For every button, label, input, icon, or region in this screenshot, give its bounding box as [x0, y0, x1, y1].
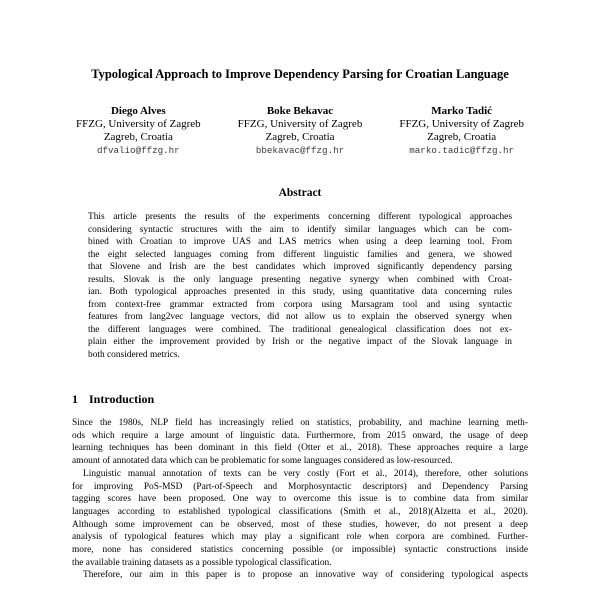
body-line: more, none has considered statistics concerning possible (or impossible) syntactic constructions inside: [72, 545, 528, 556]
abstract-line: results. Slovak is the only language presenting negative synergy when combined with Croat-: [88, 274, 512, 285]
body-line: ods which require a large amount of linguistic data. Furthermore, from 2015 onward, the usage of deep: [72, 430, 528, 441]
paper-title: Typological Approach to Improve Dependency Parsing for Croatian Language: [91, 67, 509, 81]
author-email: dfvalio@ffzg.hr: [96, 145, 180, 156]
introduction-text: [72, 417, 528, 582]
author-affiliation: Zagreb, Croatia: [103, 131, 173, 143]
author-block: [76, 105, 524, 158]
abstract-line: from context-free grammar extracted from corpora using Marsagram tool and using syntactic: [88, 299, 512, 310]
abstract-line: that Slovene and Irish are the best candidates which improved significantly dependency parsing: [88, 262, 512, 272]
author-affiliation: FFZG, University of Zagreb: [76, 118, 201, 130]
abstract-line: considering syntactic structures with the aim to identify similar languages which can be com-: [88, 224, 512, 235]
body-line: Therefore, our aim in this paper is to propose an innovative way of considering typological aspects: [83, 570, 528, 581]
abstract-line: features from lang2vec language vectors, did not allow us to explain the observed synergy when: [88, 312, 512, 322]
author-2: [238, 105, 363, 158]
section-number: 1: [72, 392, 78, 406]
abstract-line: This article presents the results of the experiments concerning different typological approaches: [88, 212, 512, 222]
body-line: for improving PoS-MSD (Part-of-Speech and Morphosyntactic descriptors) and Dependency Parsing: [72, 481, 528, 492]
author-name: Marko Tadić: [431, 105, 493, 117]
author-1: [76, 105, 201, 158]
abstract-line: the different languages were combined. The traditional genealogical classification does not ex-: [88, 324, 512, 335]
body-line: Although some improvement can be observed, most of these studies, however, do not present a deep: [72, 519, 528, 530]
abstract-line: both considered metrics.: [88, 349, 180, 360]
body-line: tagging scores have been proposed. One way to overcome this issue is to combine data from similar: [72, 494, 528, 505]
body-line: the available training datasets as a possible typological classification.: [72, 557, 332, 568]
body-line: Linguistic manual annotation of texts can be very costly (Fort et al., 2014), therefore, other solutions: [83, 468, 528, 479]
author-affiliation: Zagreb, Croatia: [427, 131, 497, 143]
abstract-line: plain either the improvement provided by Irish or the negative impact of the Slovak language in: [88, 337, 512, 347]
abstract-line: ian. Both typological approaches presented in this study, using quantitative data concerning rules: [88, 287, 512, 297]
abstract-line: bined with Croatian to improve UAS and LAS metrics when using a deep learning tool. From: [88, 237, 512, 247]
body-line: amount of annotated data which can be problematic for some languages considered as low-resourced.: [72, 456, 453, 467]
abstract-line: the eight selected languages coming from different linguistic families and genera, we showed: [88, 249, 512, 260]
author-name: Diego Alves: [110, 105, 166, 117]
body-line: languages according to established typological classifications (Smith et al., 2018)(Alzetta et al., 2020).: [72, 506, 528, 517]
author-email: bbekavac@ffzg.hr: [255, 145, 345, 156]
author-affiliation: Zagreb, Croatia: [265, 131, 335, 143]
section-title: Introduction: [89, 392, 155, 406]
author-affiliation: FFZG, University of Zagreb: [237, 118, 363, 130]
author-affiliation: FFZG, University of Zagreb: [399, 118, 524, 130]
body-line: Since the 1980s, NLP field has increasingly relied on statistics, probability, and machine learning meth-: [72, 418, 528, 428]
author-email: marko.tadic@ffzg.hr: [409, 145, 515, 156]
author-name: Boke Bekavac: [266, 105, 334, 117]
body-line: analysis of typological features which may play a significant role when corpora are combined. Further-: [72, 532, 528, 543]
body-line: learning techniques has been dominant in this field (Otter et al., 2018). These approaches require a large: [72, 443, 528, 454]
author-3: [399, 105, 524, 158]
abstract-body: [88, 211, 512, 361]
section-heading-introduction: [72, 392, 528, 407]
abstract-heading: Abstract: [278, 187, 322, 199]
